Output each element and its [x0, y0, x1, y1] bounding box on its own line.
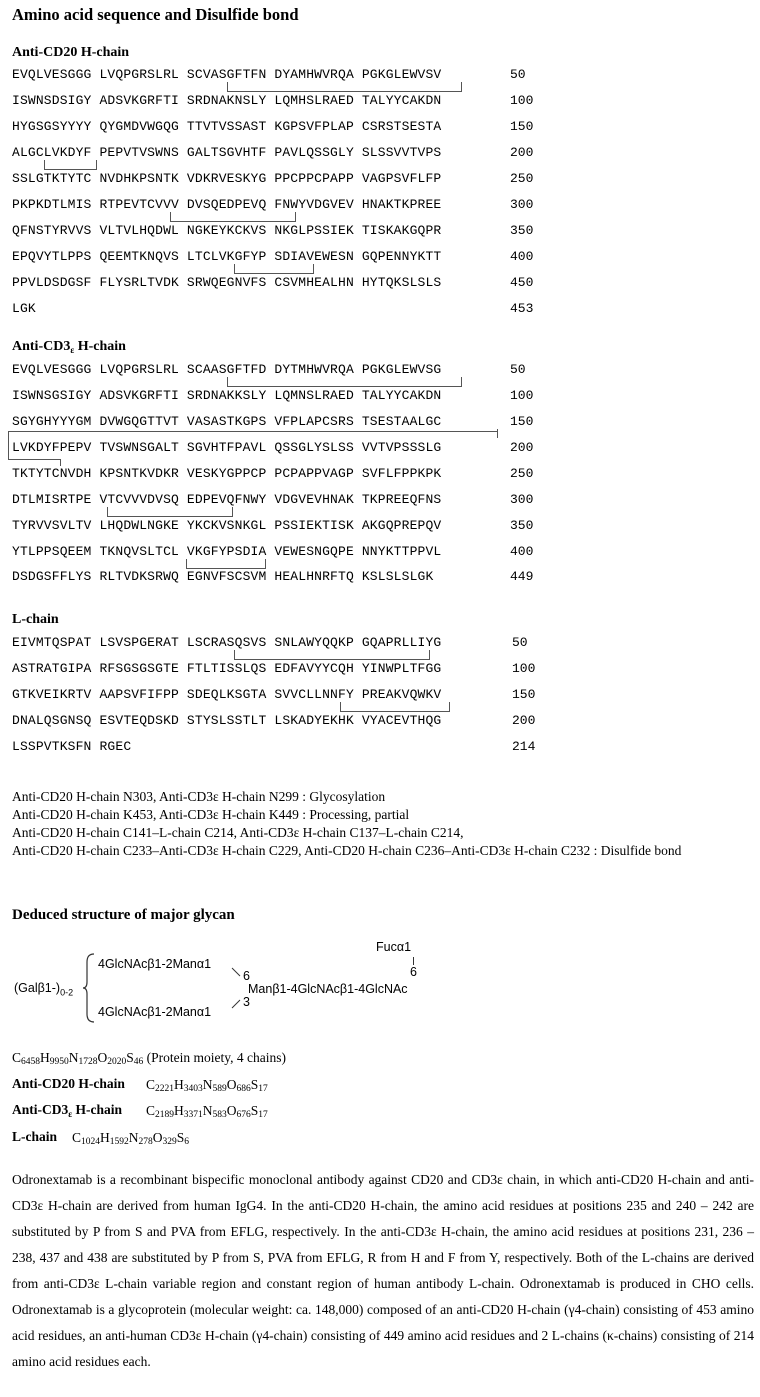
core-label: Manβ1-4GlcNAcβ1-4GlcNAc	[248, 982, 408, 996]
residue-number: 450	[510, 275, 534, 290]
disulfide-bond-line	[8, 459, 60, 460]
chain-heading-cd3e: Anti-$CD3_\varepsilon$ H-chain	[12, 339, 126, 355]
disulfide-bond-line	[60, 459, 61, 466]
lower-branch-label: 4GlcNAcβ1-2Manα1	[98, 1005, 212, 1019]
disulfide-bond-line	[170, 212, 296, 222]
residue-number: 150	[510, 414, 534, 429]
sequence-line: ALGCLVKDYF PEPVTVSWNS GALTSGVHTF PAVLQSSGLY SLSSVVTVPS	[12, 145, 442, 160]
chain-heading-l: L-chain	[12, 612, 59, 627]
note-line: Anti-CD20 H-chain C233–Anti-CD3ε H-chain C229, Anti-CD20 H-chain C236–Anti-CD3ε H-chain C232 : Disulfide bond	[12, 843, 682, 858]
residue-number: 350	[510, 223, 534, 238]
description-paragraph: Odronextamab is a recombinant bispecific monoclonal antibody against CD20 and CD3ε chain, in which anti-CD20 H-chain and anti-CD3ε H-chain are derived from human IgG4. In the anti-CD20 H-chain, the amino acid residues at positions 235 and 240 – 242 are substituted by P from S and PVA from EFLG, respectively. In the anti-CD3ε H-chain, the amino acid residues at positions 231, 236 – 238, 437 and 438 are substituted by P from S, PVA from EFLG, R from H and F from Y, respectively. Both of the L-chains are derived from anti-CD3ε L-chain variable region and constant region of human antibody L-chain. Odronextamab is produced in CHO cells. Odronextamab is a glycoprotein (molecular weight: ca. 148,000) composed of an anti-CD20 H-chain (γ4-chain) consisting of 453 amino acid residues, an anti-human CD3ε H-chain (γ4-chain) consisting of 449 amino acid residues and 2 L-chains (κ-chains) consisting of 214 amino acid residues each.	[12, 1172, 754, 1369]
residue-number: 300	[510, 197, 534, 212]
formula-label-l: L-chain	[12, 1129, 58, 1144]
residue-number: 200	[512, 713, 536, 728]
residue-number: 150	[512, 687, 536, 702]
sequence-line: LVKDYFPEPV TVSWNSGALT SGVHTFPAVL QSSGLYSLSS VVTVPSSSLG	[12, 440, 442, 455]
sequence-line: SGYGHYYYGM DVWGQGTTVT VASASTKGPS VFPLAPCSRS TSESTAALGC	[12, 414, 442, 429]
sequence-line: HYGSGSYYYY QYGMDVWGQG TTVTVSSAST KGPSVFPLAP CSRSTSESTA	[12, 119, 442, 134]
sequence-line: LSSPVTKSFN RGEC	[12, 739, 132, 754]
galactose-label: $(Gal\beta 1-)_{0-2}$	[14, 981, 74, 998]
sequence-line: ISWNSDSIGY ADSVKGRFTI SRDNAKNSLY LQMHSLRAED TALYYCAKDN	[12, 93, 442, 108]
residue-number: 200	[510, 440, 534, 455]
residue-number: 50	[512, 635, 528, 650]
residue-number: 400	[510, 249, 534, 264]
disulfide-bond-line	[234, 264, 314, 274]
position-3: 3	[243, 995, 250, 1009]
formula-cd20: $C_{2221}H_{3403}N_{589}O_{686}S_{17}$	[146, 1077, 268, 1094]
residue-number: 400	[510, 544, 534, 559]
sequence-line: PPVLDSDGSF FLYSRLTVDK SRWQEGNVFS CSVMHEALHN HYTQKSLSLS	[12, 275, 442, 290]
sequence-line: EIVMTQSPAT LSVSPGERAT LSCRASQSVS SNLAWYQQKP GQAPRLLIYG	[12, 635, 442, 650]
sequence-line: EVQLVESGGG LVQPGRSLRL SCAASGFTFD DYTMHWVRQA PGKGLEWVSG	[12, 362, 442, 377]
sequence-line: TKTYTCNVDH KPSNTKVDKR VESKYGPPCP PCPAPPVAGP SVFLFPPKPK	[12, 466, 442, 481]
sequence-line: PKPKDTLMIS RTPEVTCVVV DVSQEDPEVQ FNWYVDGVEV HNAKTKPREE	[12, 197, 442, 212]
glycan-heading: Deduced structure of major glycan	[12, 907, 235, 923]
disulfide-bond-line	[340, 702, 450, 712]
disulfide-bond-line	[107, 507, 233, 517]
formula-label-cd20: Anti-CD20 H-chain	[12, 1076, 125, 1091]
residue-number: 50	[510, 362, 526, 377]
brace-icon	[82, 952, 96, 1024]
sequence-line: DNALQSGNSQ ESVTEQDSKD STYSLSSTLT LSKADYEKHK VYACEVTHQG	[12, 713, 442, 728]
chain-heading-cd20: Anti-CD20 H-chain	[12, 45, 130, 60]
sequence-line: YTLPPSQEEM TKNQVSLTCL VKGFYPSDIA VEWESNGQPE NNYKTTPPVL	[12, 544, 442, 559]
formula-l: $C_{1024}H_{1592}N_{278}O_{329}S_6$	[72, 1130, 190, 1147]
sequence-line: LGK	[12, 301, 36, 316]
formula-cd3e: $C_{2189}H_{3371}N_{583}O_{676}S_{17}$	[146, 1103, 268, 1120]
note-line: Anti-CD20 H-chain C141–L-chain C214, Anti-CD3ε H-chain C137–L-chain C214,	[12, 825, 464, 840]
sequence-line: DTLMISRTPE VTCVVVDVSQ EDPEVQFNWY VDGVEVHNAK TKPREEQFNS	[12, 492, 442, 507]
sequence-line: QFNSTYRVVS VLTVLHQDWL NGKEYKCKVS NKGLPSSIEK TISKAKGQPR	[12, 223, 442, 238]
sequence-line: ISWNSGSIGY ADSVKGRFTI SRDNAKKSLY LQMNSLRAED TALYYCAKDN	[12, 388, 442, 403]
formula-protein: $C_{6458}H_{9950}N_{1728}O_{2020}S_{46}$ (Protein moiety, 4 chains)	[12, 1050, 287, 1067]
disulfide-bond-line	[44, 160, 97, 170]
residue-number: 100	[512, 661, 536, 676]
residue-number: 250	[510, 171, 534, 186]
sequence-line: EPQVYTLPPS QEEMTKNQVS LTCLVKGFYP SDIAVEWESN GQPENNYKTT	[12, 249, 442, 264]
formula-label-cd3e: Anti-$CD3_\varepsilon$ H-chain	[12, 1102, 122, 1119]
residue-number: 100	[510, 388, 534, 403]
residue-number: 100	[510, 93, 534, 108]
disulfide-bond-line	[186, 559, 266, 569]
fucose-position: 6	[410, 965, 417, 979]
fucose-link	[413, 957, 414, 965]
note-line: Anti-CD20 H-chain K453, Anti-CD3ε H-chain K449 : Processing, partial	[12, 807, 410, 822]
residue-number: 453	[510, 301, 534, 316]
residue-number: 449	[510, 569, 534, 584]
page-title: Amino acid sequence and Disulfide bond	[12, 5, 299, 24]
sequence-line: TYRVVSVLTV LHQDWLNGKE YKCKVSNKGL PSSIEKTISK AKGQPREPQV	[12, 518, 442, 533]
disulfide-bond-line	[227, 82, 462, 92]
residue-number: 214	[512, 739, 536, 754]
residue-number: 50	[510, 67, 526, 82]
upper-branch-label: 4GlcNAcβ1-2Manα1	[98, 957, 212, 971]
fucose-label: Fucα1	[376, 940, 412, 954]
sequence-line: DSDGSFFLYS RLTVDKSRWQ EGNVFSCSVM HEALHNRFTQ KSLSLSLGK	[12, 569, 434, 584]
disulfide-bond-line	[227, 377, 462, 387]
sequence-line: EVQLVESGGG LVQPGRSLRL SCVASGFTFN DYAMHWVRQA PGKGLEWVSV	[12, 67, 442, 82]
note-line: Anti-CD20 H-chain N303, Anti-CD3ε H-chain N299 : Glycosylation	[12, 789, 386, 804]
disulfide-bond-line	[234, 650, 430, 660]
sequence-line: GTKVEIKRTV AAPSVFIFPP SDEQLKSGTA SVVCLLNNFY PREAKVQWKV	[12, 687, 442, 702]
residue-number: 150	[510, 119, 534, 134]
disulfide-bond-line	[8, 431, 498, 432]
residue-number: 250	[510, 466, 534, 481]
sequence-line: SSLGTKTYTC NVDHKPSNTK VDKRVESKYG PPCPPCPAPP VAGPSVFLFP	[12, 171, 442, 186]
sequence-line: ASTRATGIPA RFSGSGSGTE FTLTISSLQS EDFAVYYCQH YINWPLTFGG	[12, 661, 442, 676]
residue-number: 350	[510, 518, 534, 533]
position-6: 6	[243, 969, 250, 983]
residue-number: 300	[510, 492, 534, 507]
residue-number: 200	[510, 145, 534, 160]
disulfide-bond-line	[8, 431, 9, 460]
